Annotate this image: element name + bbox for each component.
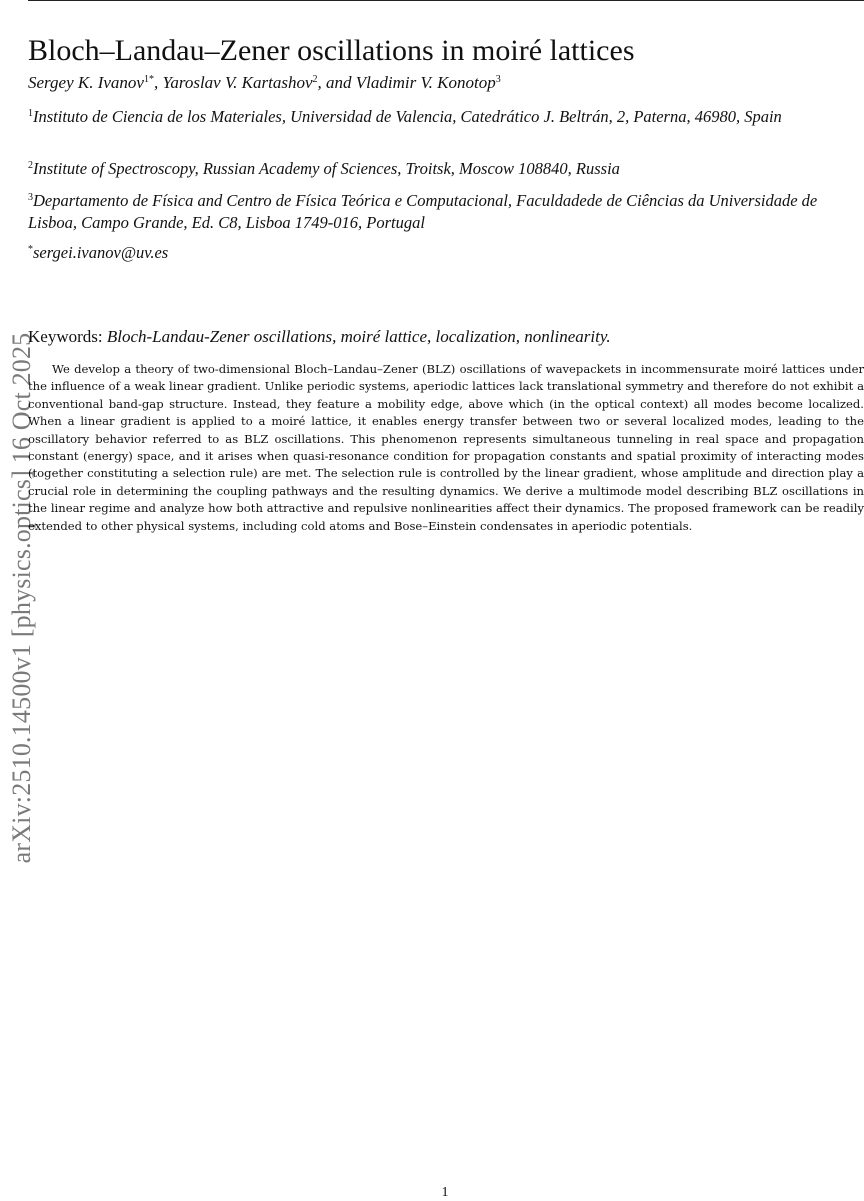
keywords-label: Keywords: xyxy=(28,327,103,346)
affiliation-text: Departamento de Física and Centro de Física Teórica e Computacional, Faculdadede de Ciências da Universidade de Lisboa, Campo Grande, Ed. C8, Lisboa 1749-016, Portugal xyxy=(28,191,818,232)
author-name: Yaroslav V. Kartashov xyxy=(162,73,313,92)
email-mark: * xyxy=(28,244,33,255)
author-affiliation-mark: 3 xyxy=(495,74,501,85)
author-name: Vladimir V. Konotop xyxy=(355,73,496,92)
top-rule xyxy=(28,0,864,1)
affiliation-1 xyxy=(28,106,864,128)
author-separator: , and xyxy=(317,73,356,92)
corresponding-email xyxy=(28,242,864,264)
author-affiliation-mark: 1* xyxy=(143,74,154,85)
author-list xyxy=(28,71,501,95)
affiliation-mark: 1 xyxy=(28,108,33,119)
affiliation-text: Instituto de Ciencia de los Materiales, Universidad de Valencia, Catedrático J. Beltrán, 2, Paterna, 46980, Spain xyxy=(33,107,782,126)
affiliation-3 xyxy=(28,190,864,234)
author-affiliation-mark: 2 xyxy=(312,74,318,85)
author-name: Sergey K. Ivanov xyxy=(28,73,144,92)
keywords-values: Bloch-Landau-Zener oscillations, moiré lattice, localization, nonlinearity. xyxy=(106,327,611,346)
affiliation-mark: 2 xyxy=(28,160,33,171)
paper-title: Bloch–Landau–Zener oscillations in moiré lattices xyxy=(28,34,635,67)
affiliation-text: Institute of Spectroscopy, Russian Academy of Sciences, Troitsk, Moscow 108840, Russia xyxy=(33,159,620,178)
page-number: 1 xyxy=(441,1185,449,1200)
abstract: We develop a theory of two-dimensional Bloch–Landau–Zener (BLZ) oscillations of wavepackets in incommensurate moiré lattices under the influence of a weak linear gradient. Unlike periodic systems, aperiodic lattices lack translational symmetry and therefore do not exhibit a conventional band-gap structure. Instead, they feature a mobility edge, above which (in the optical context) all modes become localized. When a linear gradient is applied to a moiré lattice, it enables energy transfer between two or several localized modes, leading to the oscillatory behavior referred to as BLZ oscillations. This phenomenon represents simultaneous tunneling in real space and propagation constant (energy) space, and it arises when quasi-resonance condition for propagation constants and spatial proximity of interacting modes (together constituting a selection rule) are met. The selection rule is controlled by the linear gradient, whose amplitude and direction play a crucial role in determining the coupling pathways and the resulting dynamics. We derive a multimode model describing BLZ oscillations in the linear regime and analyze how both attractive and repulsive nonlinearities affect their dynamics. The proposed framework can be readily extended to other physical systems, including cold atoms and Bose–Einstein condensates in aperiodic potentials. xyxy=(28,362,864,533)
author-separator: , xyxy=(153,73,163,92)
affiliation-2 xyxy=(28,158,864,180)
affiliation-mark: 3 xyxy=(28,192,33,203)
arxiv-identifier-stamp: arXiv:2510.14500v1 [physics.optics] 16 Oct 2025 xyxy=(7,332,36,864)
email-address: sergei.ivanov@uv.es xyxy=(33,243,169,262)
keywords-line xyxy=(28,326,864,348)
